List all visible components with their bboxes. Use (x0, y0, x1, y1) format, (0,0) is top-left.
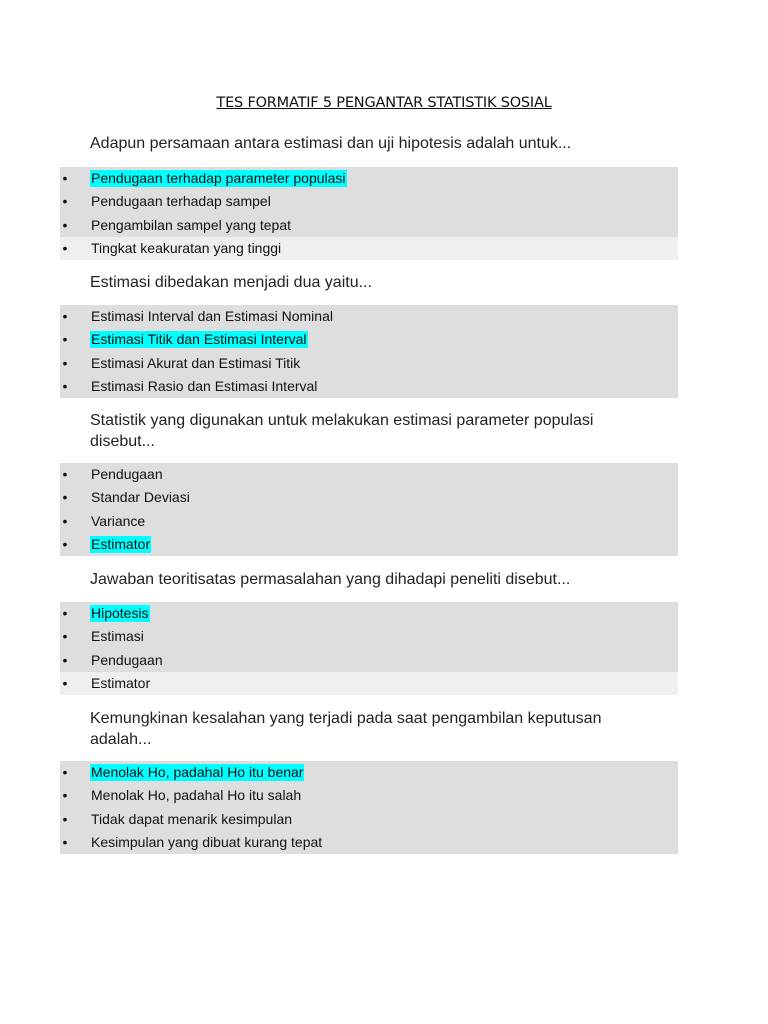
option-2d (60, 375, 678, 398)
option-5c (60, 808, 678, 831)
option-label: Estimasi Rasio dan Estimasi Interval (91, 377, 318, 394)
option-label: Estimasi (91, 628, 144, 645)
bullet-icon: • (62, 377, 68, 394)
option-5d (60, 831, 678, 854)
document-title: TES FORMATIF 5 PENGANTAR STATISTIK SOSIAL (216, 95, 552, 111)
option-label: Estimasi Akurat dan Estimasi Titik (91, 354, 301, 371)
option-label: Pendugaan (91, 466, 163, 482)
option-label: Hipotesis (91, 605, 149, 621)
bullet-icon: • (62, 810, 68, 827)
bullet-icon: • (62, 193, 68, 210)
option-label: Estimasi Titik dan Estimasi Interval (91, 331, 307, 348)
option-5a (60, 761, 678, 784)
question-2: Estimasi dibedakan menjadi dua yaitu... (90, 274, 372, 291)
option-4a (60, 602, 678, 625)
bullet-icon: • (62, 787, 68, 804)
bullet-icon: • (62, 764, 68, 780)
option-label: Tidak dapat menarik kesimpulan (91, 810, 293, 827)
option-label: Standar Deviasi (91, 489, 190, 506)
option-1c (60, 214, 678, 237)
option-2b (60, 328, 678, 351)
options-2 (60, 305, 678, 398)
option-1b (60, 190, 678, 213)
option-label: Pendugaan terhadap parameter populasi (91, 170, 346, 186)
option-4c (60, 649, 678, 672)
option-label: Pendugaan (91, 651, 163, 668)
option-2a (60, 305, 678, 328)
option-4b (60, 625, 678, 648)
bullet-icon: • (62, 489, 68, 506)
option-label: Pengambilan sampel yang tepat (91, 216, 292, 233)
options-1 (60, 167, 678, 260)
question-3: Statistik yang digunakan untuk melakukan estimasi parameter populasi disebut... (90, 412, 594, 450)
bullet-icon: • (62, 331, 68, 348)
option-3a (60, 463, 678, 486)
bullet-icon: • (62, 674, 68, 691)
option-label: Estimasi Interval dan Estimasi Nominal (91, 308, 333, 324)
bullet-icon: • (62, 535, 68, 552)
option-label: Kesimpulan yang dibuat kurang tepat (91, 833, 323, 850)
question-1: Adapun persamaan antara estimasi dan uji hipotesis adalah untuk... (90, 135, 572, 152)
option-label: Menolak Ho, padahal Ho itu salah (91, 787, 302, 804)
option-3c (60, 510, 678, 533)
option-2c (60, 352, 678, 375)
option-5b (60, 784, 678, 807)
bullet-icon: • (62, 833, 68, 850)
option-label: Estimator (91, 535, 151, 552)
option-3b (60, 486, 678, 509)
option-label: Menolak Ho, padahal Ho itu benar (91, 764, 304, 780)
bullet-icon: • (62, 239, 68, 256)
bullet-icon: • (62, 512, 68, 529)
options-3 (60, 463, 678, 556)
bullet-icon: • (62, 651, 68, 668)
option-1d (60, 237, 678, 260)
bullet-icon: • (62, 354, 68, 371)
options-4 (60, 602, 678, 695)
option-label: Estimator (91, 674, 151, 691)
question-4: Jawaban teoritisatas permasalahan yang dihadapi peneliti disebut... (90, 571, 571, 588)
option-1a (60, 167, 678, 190)
bullet-icon: • (62, 628, 68, 645)
option-label: Pendugaan terhadap sampel (91, 193, 271, 210)
option-4d (60, 672, 678, 695)
bullet-icon: • (62, 605, 68, 621)
bullet-icon: • (62, 466, 68, 482)
option-label: Variance (91, 512, 146, 529)
bullet-icon: • (62, 308, 68, 324)
option-label: Tingkat keakuratan yang tinggi (91, 239, 282, 256)
options-5 (60, 761, 678, 854)
option-3d (60, 533, 678, 556)
bullet-icon: • (62, 170, 68, 186)
bullet-icon: • (62, 216, 68, 233)
question-5: Kemungkinan kesalahan yang terjadi pada saat pengambilan keputusan adalah... (90, 710, 602, 748)
